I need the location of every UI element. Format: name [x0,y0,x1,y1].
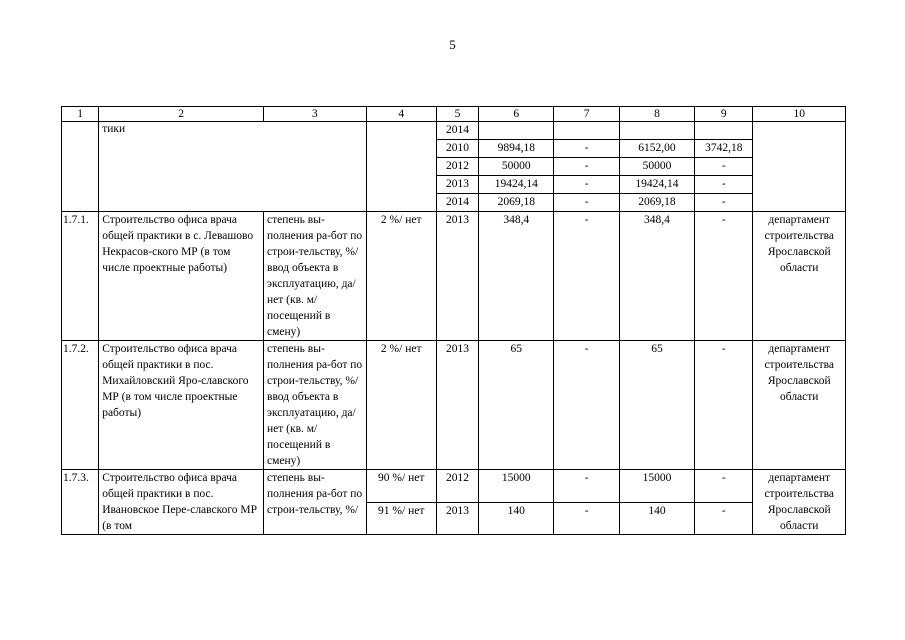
cell-name: Строительство офиса врача общей практики в пос. Михайловский Яро-славского МР (в том числе проектные работы) [99,341,264,470]
cell-total: 15000 [479,470,554,503]
header-cell: 6 [479,107,554,122]
cell-num [62,122,99,212]
cell-year: 2013 [436,176,478,194]
cell-local: - [695,158,753,176]
cell-executor: департамент строительства Ярославской области [753,470,846,535]
header-cell: 1 [62,107,99,122]
header-cell: 4 [366,107,436,122]
cell-target: 90 %/ нет [366,470,436,503]
cell-year: 2014 [436,122,478,140]
cell-local: - [695,502,753,535]
cell-total: 140 [479,502,554,535]
program-table [61,106,846,535]
cell-regional: 19424,14 [619,176,694,194]
header-cell: 2 [99,107,264,122]
cell-federal [554,122,619,140]
cell-name: тики [99,122,366,212]
header-cell: 9 [695,107,753,122]
cell-executor [753,122,846,212]
header-cell: 3 [264,107,367,122]
cell-federal: - [554,194,619,212]
cell-regional: 50000 [619,158,694,176]
cell-target [366,122,436,212]
header-cell: 10 [753,107,846,122]
table-row [62,212,846,341]
cell-federal: - [554,212,619,341]
cell-year: 2010 [436,140,478,158]
cell-regional: 348,4 [619,212,694,341]
cell-regional: 140 [619,502,694,535]
cell-year: 2012 [436,470,478,503]
cell-federal: - [554,176,619,194]
cell-total [479,122,554,140]
cell-regional: 65 [619,341,694,470]
cell-federal: - [554,341,619,470]
cell-num: 1.7.1. [62,212,99,341]
cell-year: 2013 [436,341,478,470]
cell-total: 65 [479,341,554,470]
header-cell: 7 [554,107,619,122]
cell-target: 91 %/ нет [366,502,436,535]
cell-year: 2014 [436,194,478,212]
cell-indicator: степень вы-полнения ра-бот по строи-тельству, %/ [264,470,367,535]
cell-federal: - [554,470,619,503]
cell-year: 2013 [436,502,478,535]
cell-local: - [695,470,753,503]
cell-indicator: степень вы-полнения ра-бот по строи-тельству, %/ ввод объекта в эксплуатацию, да/нет (кв. м/ посещений в смену) [264,341,367,470]
cell-regional [619,122,694,140]
cell-name: Строительство офиса врача общей практики в пос. Ивановское Пере-славского МР (в том [99,470,264,535]
cell-total: 19424,14 [479,176,554,194]
cell-local: - [695,194,753,212]
cell-indicator: степень вы-полнения ра-бот по строи-тельству, %/ ввод объекта в эксплуатацию, да/нет (кв. м/ посещений в смену) [264,212,367,341]
cell-local: 3742,18 [695,140,753,158]
cell-year: 2012 [436,158,478,176]
cell-regional: 2069,18 [619,194,694,212]
cell-total: 50000 [479,158,554,176]
cell-federal: - [554,140,619,158]
cell-year: 2013 [436,212,478,341]
page-number: 5 [449,37,456,52]
header-cell: 8 [619,107,694,122]
cell-regional: 15000 [619,470,694,503]
table-row [62,470,846,503]
cell-total: 9894,18 [479,140,554,158]
header-row [62,107,846,122]
table-row [62,341,846,470]
cell-target: 2 %/ нет [366,212,436,341]
cell-local [695,122,753,140]
cell-federal: - [554,502,619,535]
table-row [62,122,846,140]
cell-total: 2069,18 [479,194,554,212]
header-cell: 5 [436,107,478,122]
cell-executor: департамент строительства Ярославской области [753,341,846,470]
cell-executor: департамент строительства Ярославской области [753,212,846,341]
cell-total: 348,4 [479,212,554,341]
cell-federal: - [554,158,619,176]
cell-local: - [695,176,753,194]
cell-target: 2 %/ нет [366,341,436,470]
cell-local: - [695,341,753,470]
cell-local: - [695,212,753,341]
cell-num: 1.7.3. [62,470,99,535]
cell-regional: 6152,00 [619,140,694,158]
cell-num: 1.7.2. [62,341,99,470]
cell-name: Строительство офиса врача общей практики в с. Левашово Некрасов-ского МР (в том числе проектные работы) [99,212,264,341]
